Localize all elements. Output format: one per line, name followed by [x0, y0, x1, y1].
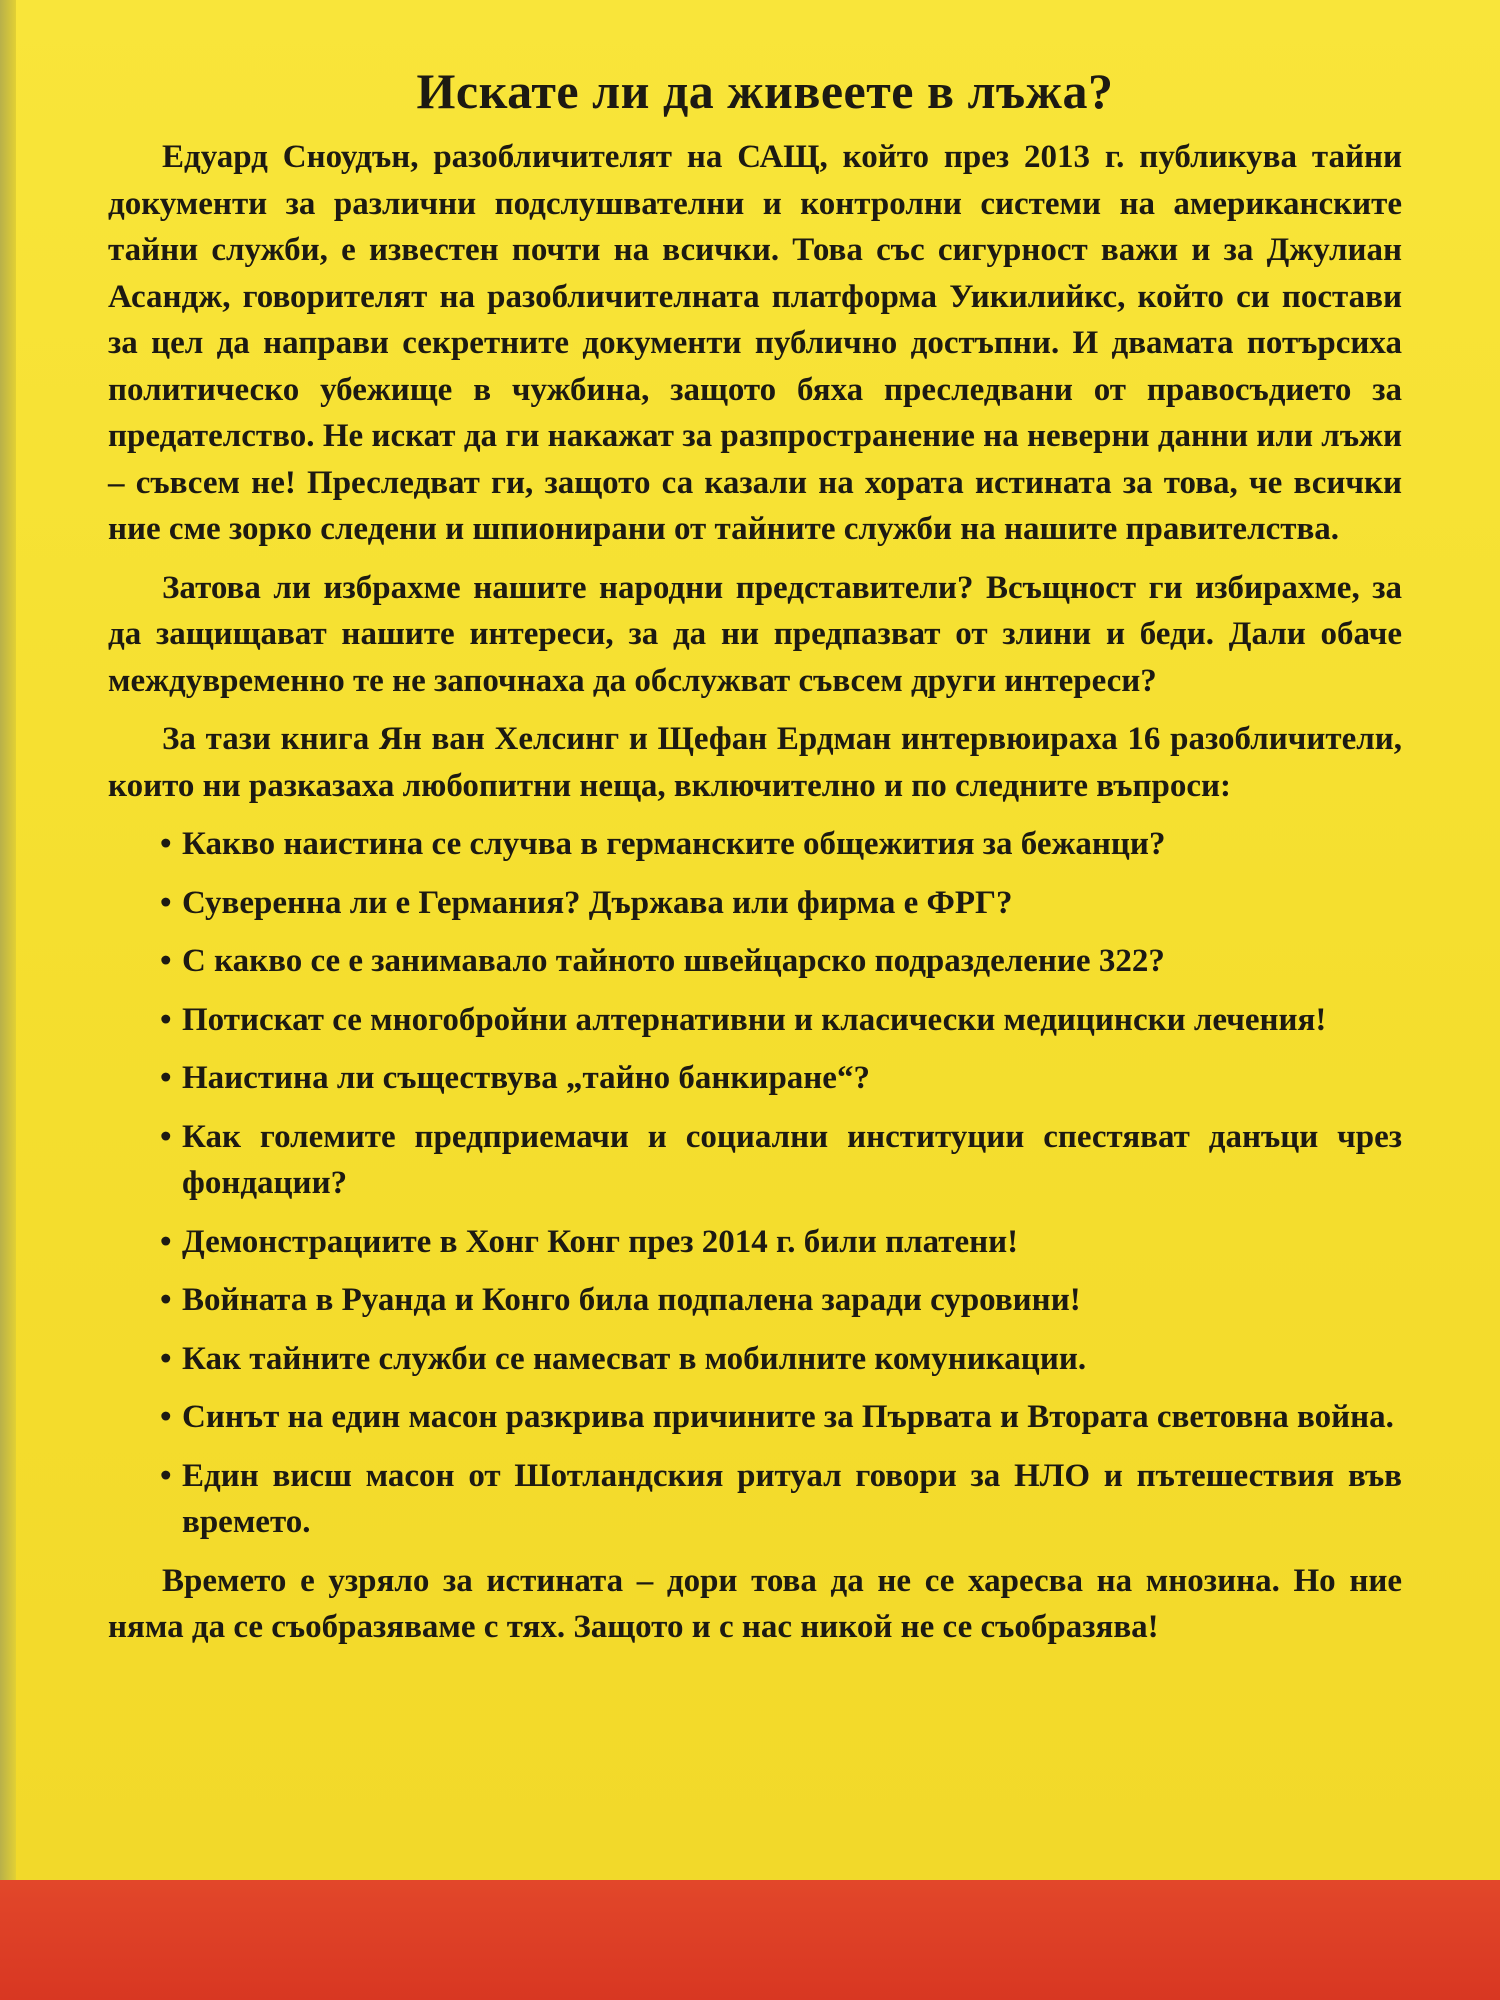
closing-paragraph: Времето е узряло за истината – дори това да не се харесва на мнозина. Но ние няма да се съобразяваме с тях. Защото и с нас никой не се съобразява! — [108, 1562, 1402, 1645]
bullet-dot-icon: • — [160, 1118, 172, 1155]
list-item — [108, 1394, 1402, 1441]
list-item-text: Суверенна ли е Германия? Държава или фирма е ФРГ? — [182, 884, 1013, 921]
cover-heading: Искате ли да живеете в лъжа? — [416, 63, 1114, 119]
bullet-dot-icon: • — [160, 1340, 172, 1377]
bullet-dot-icon: • — [160, 943, 172, 979]
question-paragraph: Затова ли избрахме нашите народни представители? Всъщност ги избирахме, за да защищават нашите интереси, за да ни предпазват от злини и беди. Дали обаче междувременно те не започнаха да обслужват съвсем други интереси? — [108, 569, 1402, 699]
back-cover-text — [108, 62, 1402, 1663]
list-item — [108, 997, 1402, 1044]
bullet-dot-icon: • — [160, 1399, 172, 1435]
list-item-text: Как големите предприемачи и социални институции спестяват данъци чрез фондации? — [182, 1118, 1402, 1201]
bullet-dot-icon: • — [160, 1457, 172, 1494]
list-item-text: Потискат се многобройни алтернативни и класически медицински лечения! — [182, 1001, 1327, 1038]
list-item — [108, 880, 1402, 927]
book-intro-paragraph: За тази книга Ян ван Хелсинг и Щефан Ердман интервюираха 16 разобличители, които ни разказаха любопитни неща, включително и по следните въпроси: — [108, 721, 1402, 804]
topics-list — [108, 821, 1402, 1546]
list-item-text: Демонстрациите в Хонг Конг през 2014 г. били платени! — [182, 1223, 1019, 1260]
list-item — [108, 1453, 1402, 1546]
list-item — [108, 1114, 1402, 1207]
list-item — [108, 1336, 1402, 1383]
bullet-dot-icon: • — [160, 1001, 172, 1038]
list-item-text: Какво наистина се случва в германските общежития за бежанци? — [182, 826, 1166, 862]
intro-paragraph: Едуард Сноудън, разобличителят на САЩ, който през 2013 г. публикува тайни документи за различни подслушвателни и контролни системи на американските тайни служби, е известен почти на всички. Това със сигурност важи и за Джулиан Асандж, говорителят на разобличителната платформа Уикилийкс, който си постави за цел да направи секретните документи публично достъпни. И двамата потърсиха политическо убежище в чужбина, защото бяха преследвани от правосъдието за предателство. Не искат да ги накажат за разпространение на неверни данни или лъжи – съвсем не! Преследват ги, защото са казали на хората истината за това, че всички ние сме зорко следени и шпионирани от тайните служби на нашите правителства. — [108, 139, 1402, 547]
bullet-dot-icon: • — [160, 1282, 172, 1318]
bullet-dot-icon: • — [160, 884, 172, 921]
red-bottom-band — [0, 1880, 1500, 2000]
bullet-dot-icon: • — [160, 1223, 172, 1260]
list-item-text: Войната в Руанда и Конго била подпалена заради суровини! — [182, 1282, 1081, 1318]
list-item-text: Един висш масон от Шотландския ритуал говори за НЛО и пътешествия във времето. — [182, 1457, 1402, 1540]
list-item — [108, 1219, 1402, 1266]
list-item — [108, 1277, 1402, 1324]
list-item-text: Синът на един масон разкрива причините за Първата и Втората световна война. — [182, 1399, 1394, 1435]
list-item — [108, 938, 1402, 985]
bullet-dot-icon: • — [160, 826, 172, 862]
list-item — [108, 821, 1402, 868]
list-item-text: Наистина ли съществува „тайно банкиране“? — [182, 1060, 870, 1096]
list-item-text: Как тайните служби се намесват в мобилните комуникации. — [182, 1340, 1087, 1377]
list-item — [108, 1055, 1402, 1102]
cover-left-edge — [0, 0, 16, 1880]
bullet-dot-icon: • — [160, 1060, 172, 1096]
list-item-text: С какво се е занимавало тайното швейцарско подразделение 322? — [182, 943, 1165, 979]
